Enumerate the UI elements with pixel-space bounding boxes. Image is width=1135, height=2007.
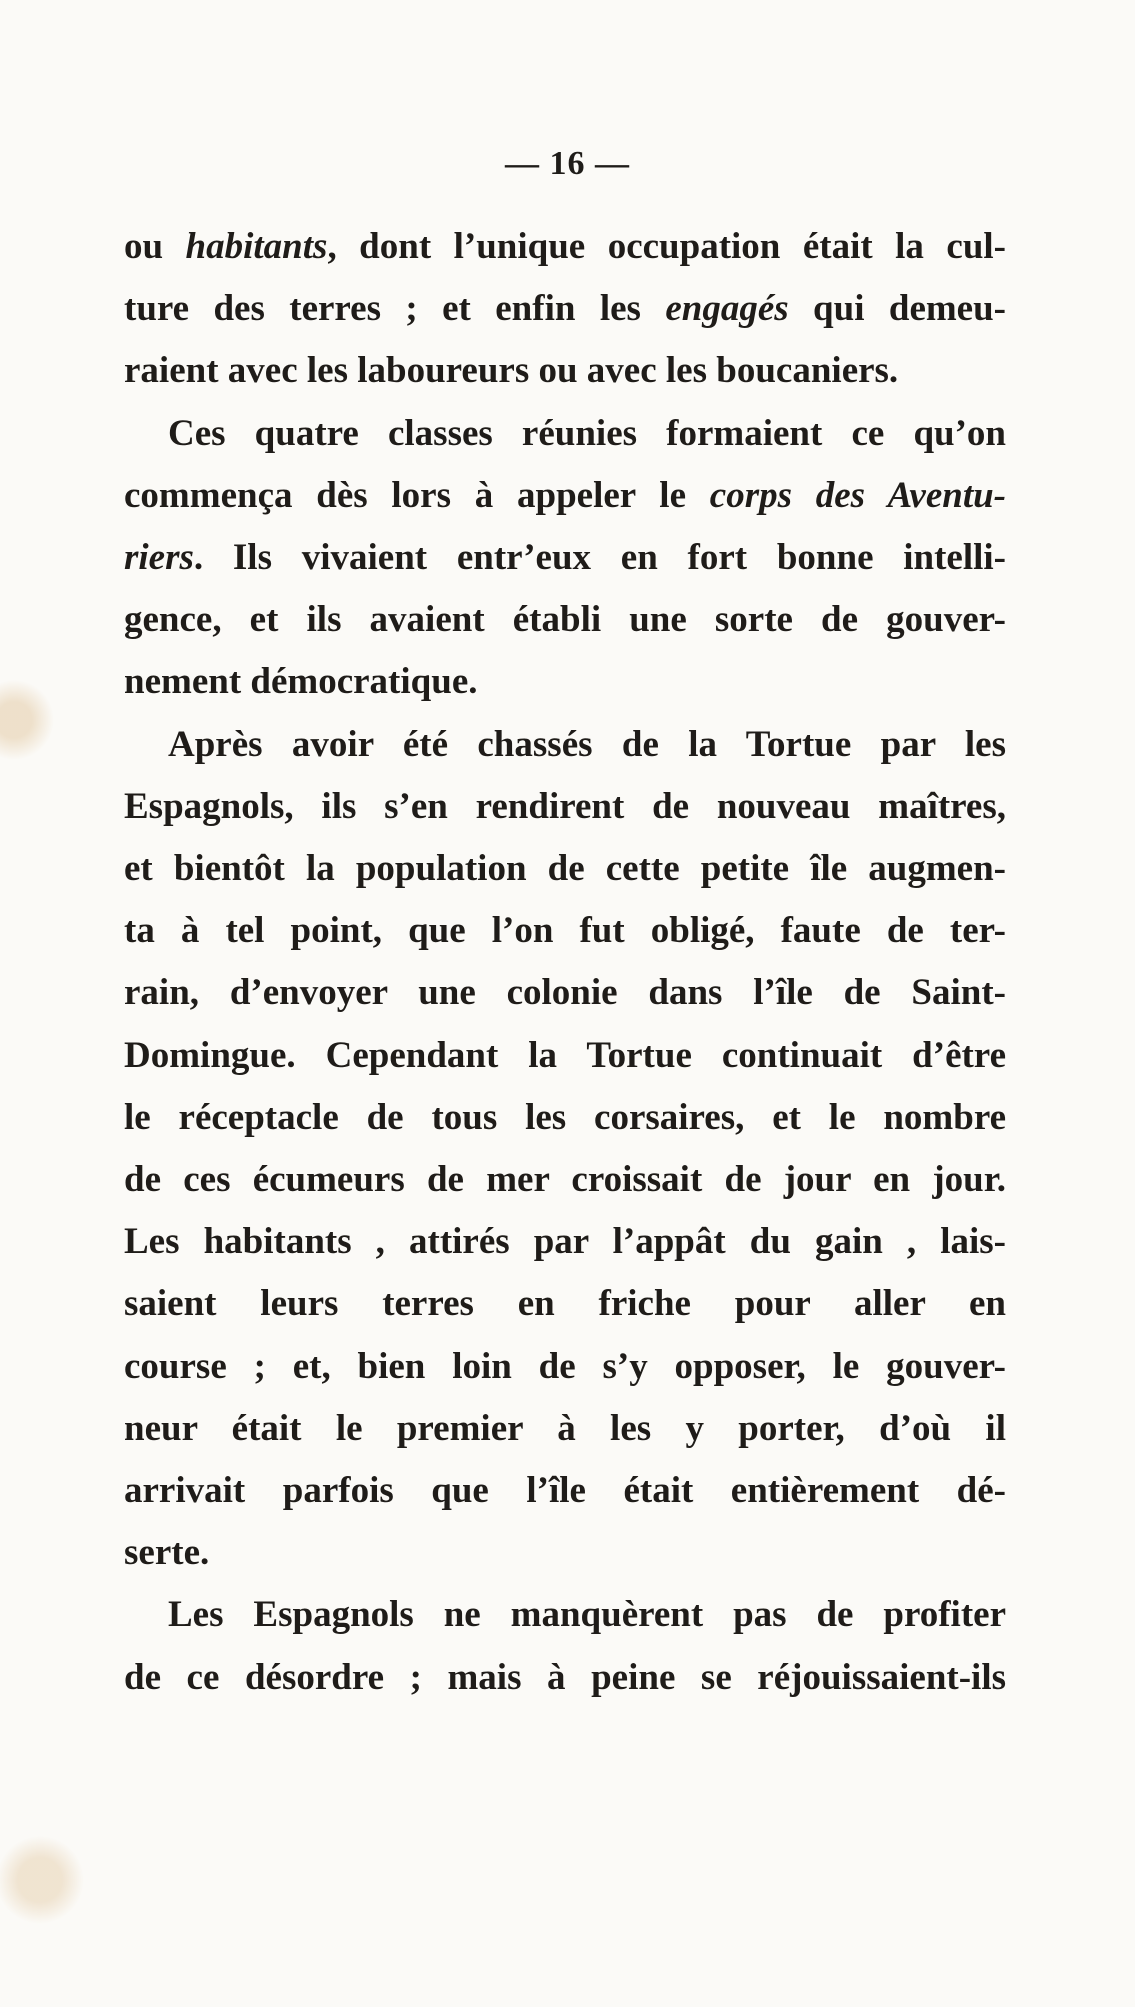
text-line: [124, 1336, 1006, 1398]
text-line: [124, 1584, 1006, 1646]
text-run: de ce désordre ; mais à peine se réjouissaient-ils: [124, 1656, 1006, 1698]
text-run: rain, d’envoyer une colonie dans l’île de Saint-: [124, 972, 1006, 1014]
text-run: qui demeu-: [788, 288, 1007, 330]
text-run: , dont l’unique occupation était la cul-: [327, 226, 1006, 267]
text-run: nement démocratique.: [124, 661, 478, 703]
text-line: [124, 838, 1006, 900]
text-run: le réceptacle de tous les corsaires, et le nombre: [124, 1096, 1006, 1138]
text-line: [124, 589, 1006, 651]
text-line: [124, 465, 1006, 527]
text-line: [124, 1273, 1006, 1335]
text-line: [124, 714, 1006, 776]
text-line: [124, 651, 1006, 713]
text-line: [124, 1025, 1006, 1087]
text-line: [124, 1647, 1006, 1709]
text-line: [124, 1149, 1006, 1211]
text-line: [124, 527, 1006, 589]
text-run: . Ils vivaient entr’eux en fort bonne intelli-: [193, 537, 1006, 579]
text-line: [124, 900, 1006, 962]
text-line: [124, 278, 1006, 340]
text-line: [124, 962, 1006, 1024]
text-line: [124, 1522, 1006, 1584]
italic-text: riers: [124, 537, 194, 579]
text-run: Les Espagnols ne manquèrent pas de profiter: [168, 1594, 1006, 1636]
text-line: [124, 216, 1006, 278]
italic-text: engagés: [665, 288, 789, 330]
text-line: [124, 1398, 1006, 1460]
text-line: [124, 1211, 1006, 1273]
text-run: saient leurs terres en friche pour aller en: [124, 1283, 1006, 1325]
text-run: ta à tel point, que l’on fut obligé, faute de ter-: [124, 910, 1006, 952]
text-run: arrivait parfois que l’île était entièrement dé-: [124, 1470, 1006, 1512]
text-run: Espagnols, ils s’en rendirent de nouveau maîtres,: [124, 785, 1006, 827]
text-run: ou: [124, 226, 186, 267]
text-run: Domingue. Cependant la Tortue continuait d’être: [124, 1034, 1006, 1076]
text-run: Les habitants , attirés par l’appât du gain , lais-: [124, 1221, 1006, 1263]
text-line: [124, 1460, 1006, 1522]
text-run: commença dès lors à appeler le: [124, 474, 710, 516]
text-run: raient avec les laboureurs ou avec les boucaniers.: [124, 350, 899, 392]
text-line: [124, 776, 1006, 838]
text-run: ture des terres ; et enfin les: [124, 288, 666, 330]
text-run: neur était le premier à les y porter, d’où il: [124, 1407, 1006, 1449]
text-run: Après avoir été chassés de la Tortue par les: [168, 723, 1006, 765]
body-text: [124, 216, 1006, 1709]
text-run: Ces quatre classes réunies formaient ce qu’on: [168, 412, 1006, 454]
italic-text: corps des Aventu-: [709, 474, 1006, 516]
text-line: [124, 403, 1006, 465]
text-run: de ces écumeurs de mer croissait de jour en jour.: [124, 1159, 1006, 1201]
text-line: [124, 1087, 1006, 1149]
text-run: course ; et, bien loin de s’y opposer, le gouver-: [124, 1345, 1006, 1387]
text-run: serte.: [124, 1532, 210, 1574]
text-run: gence, et ils avaient établi une sorte de gouver-: [124, 599, 1006, 641]
italic-text: habitants: [185, 226, 328, 267]
text-line: [124, 340, 1006, 402]
text-run: et bientôt la population de cette petite île augmen-: [124, 848, 1006, 890]
page-number: — 16 —: [505, 145, 630, 182]
